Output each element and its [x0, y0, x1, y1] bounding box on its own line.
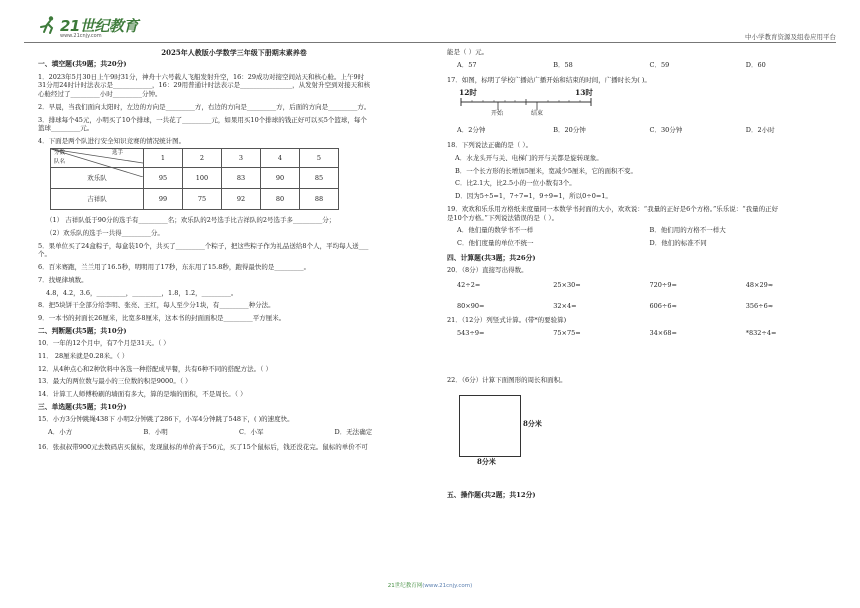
q15-options	[48, 428, 430, 437]
option[interactable]: C．59	[649, 60, 670, 69]
question-15: 15．小方3分钟跳绳438下 小明2分钟跳了286下，小军4分钟跳了548下，( )的速度快。	[38, 415, 294, 424]
q17-options	[457, 126, 842, 135]
section-true-false: 二、判断题(共5题；共10分)	[38, 326, 127, 335]
team-name: 欢乐队	[51, 167, 144, 188]
work-space	[447, 465, 842, 489]
left-column	[38, 48, 430, 455]
q21-items	[457, 329, 842, 338]
question-5	[38, 242, 430, 260]
option[interactable]: D．无法确定	[334, 427, 373, 436]
option[interactable]: C．他们度量的单位不统一	[457, 239, 534, 248]
question-7: 7．找规律填数。	[38, 275, 88, 284]
q5-line2: 个。	[38, 250, 51, 259]
option[interactable]: B．小明	[143, 427, 168, 436]
calc-item: 606÷6≈	[649, 301, 677, 310]
calc-item: 42÷2=	[457, 280, 481, 289]
q16-options	[457, 61, 842, 70]
side-label-bottom: 8分米	[477, 456, 496, 466]
section-operation: 五、操作题(共2题；共12分)	[447, 490, 536, 499]
option[interactable]: D．60	[745, 60, 766, 69]
calc-item: 356÷6≈	[745, 301, 774, 310]
option[interactable]: B．他们用的方格不一样大	[649, 226, 726, 235]
table-cell: 88	[300, 188, 339, 209]
square-shape	[459, 395, 521, 457]
question-7-sequence: 4.8，4.2，3.6，_________，_________，1.8，1.2，_________。	[46, 288, 238, 297]
section-single-choice: 三、单选题(共5题；共10分)	[38, 402, 127, 411]
question-6: 6．百米赛跑，兰兰用了16.5秒，明明用了17秒，东东用了15.8秒，跑得最快的是_________。	[38, 263, 311, 272]
time-start-label: 12时	[459, 88, 477, 98]
table-row	[51, 188, 339, 209]
q5-line1: 5．果单位买了24盒粽子，每盒装10个，共买了_________个粽子，把这些粽子作为礼品送给8个人，平均每人送___	[38, 241, 369, 250]
question-4: 4．下面是两个队进行安全知识竞赛的情况统计图。	[38, 137, 186, 146]
option[interactable]: A．他们量的数学书不一样	[457, 226, 534, 235]
question-13: 13．最大的两位数与最小的三位数的积是9000。（ ）	[38, 377, 192, 386]
option[interactable]: C．小军	[239, 427, 264, 436]
q19-options-row1	[457, 226, 842, 235]
platform-name: 中小学教育资源及组卷应用平台	[745, 33, 836, 41]
question-1	[38, 73, 430, 99]
question-16: 16．张叔叔带900元去数码店买鼠标，发现鼠标的单价高于56元，买了15个鼠标后，钱还没花完。鼠标的单价不可	[38, 442, 368, 451]
col-header: 5	[300, 148, 339, 167]
page-footer	[0, 581, 860, 589]
question-10: 10．一年的12个月中，有7个月是31天。（ ）	[38, 339, 170, 348]
table-cell: 83	[222, 167, 261, 188]
exam-title: 2025年人教版小学数学三年级下册期末素养卷	[161, 48, 307, 57]
side-label-right: 8分米	[523, 418, 542, 428]
header-divider	[24, 42, 836, 43]
option[interactable]: D．2小时	[745, 126, 775, 135]
question-8: 8．把5块饼干全部分给李明、张亮、王红，每人至少分1块，有_________种分法。	[38, 301, 275, 310]
table-diagonal-header	[51, 148, 144, 167]
table-cell: 75	[183, 188, 222, 209]
calc-item: 543÷9=	[457, 329, 485, 338]
question-2: 2．早晨，当我们面向太阳时，左边的方向是_________方，右边的方向是_________方，后面的方向是_________方。	[38, 102, 371, 111]
time-ruler	[457, 88, 597, 122]
q19-line1: 19．欢欢和乐乐用方格纸来度量同一本数学书封面的大小，欢欢说：“我量的正好是6个方格。”乐乐说：“我量的正好	[447, 204, 779, 213]
question-12: 12．从4种点心和2种饮料中各选一种搭配成早餐，共有6种不同的搭配方法。（ ）	[38, 364, 272, 373]
question-20: 20．（8分）直接写出得数。	[447, 266, 528, 275]
col-header: 3	[222, 148, 261, 167]
q18-option-b[interactable]: B．一个长方形的长增加5厘米，宽减少5厘米，它的面积不变。	[455, 166, 638, 175]
footer-brand: 21世纪教育网	[387, 583, 423, 589]
header-team: 队名	[54, 158, 66, 165]
q19-options-row2	[457, 239, 842, 248]
end-marker-label: 结束	[531, 110, 544, 118]
logo-brand-text: 21世纪教育	[60, 16, 138, 35]
logo-url: www.21cnjy.com	[60, 33, 102, 39]
q1-line1: 1．2023年5月30日上午9时31分，神舟十六号载人飞船发射升空，16：29成功对接空间站天和核心舱。上午9时	[38, 72, 365, 81]
calc-item: 34×68=	[649, 329, 677, 338]
calc-item: 720÷9=	[649, 280, 677, 289]
option[interactable]: A．2分钟	[457, 126, 486, 135]
question-14: 14．计算工人师傅粉刷的墙面有多大，算的是墙的面积，不是周长。（ ）	[38, 390, 247, 399]
section-fill-blank: 一、填空题(共9题；共20分)	[38, 60, 127, 69]
question-4-part1: （1） 吉祥队低于90分的选手有_________名；欢乐队的2号选手比吉祥队的2号选手多_________分；	[46, 215, 336, 224]
header-player: 选手	[111, 149, 123, 156]
table-cell: 99	[144, 188, 183, 209]
question-16-cont: 能是（ ）元。	[447, 48, 489, 56]
time-end-label: 13时	[575, 88, 593, 98]
table-cell: 80	[261, 188, 300, 209]
q3-line2: 篮球_________元。	[38, 124, 94, 133]
section-calculation: 四、计算题(共3题；共26分)	[447, 253, 536, 262]
question-17: 17．如图，标明了学校广播站广播开始和结束的时间，广播时长为( )。	[447, 75, 651, 84]
runner-logo-icon	[38, 15, 58, 35]
calc-item: *832÷4=	[745, 329, 777, 338]
question-19	[447, 205, 842, 223]
team-name: 吉祥队	[51, 188, 144, 209]
q18-option-c[interactable]: C．比2.1大，比2.5小的一位小数有3个。	[455, 179, 576, 188]
question-22: 22．（6分）计算下面图形的周长和面积。	[447, 375, 567, 384]
q19-line2: 是10个方格。”下列说法错误的是（ ）。	[447, 213, 559, 222]
q20-items	[457, 281, 842, 311]
q18-option-a[interactable]: A．水龙头开与关、电梯门的开与关都是旋转现象。	[455, 153, 603, 162]
table-cell: 85	[300, 167, 339, 188]
calc-item: 75×75=	[553, 329, 581, 338]
calc-item: 48×29≈	[745, 280, 774, 289]
col-header: 2	[183, 148, 222, 167]
work-space	[447, 344, 842, 376]
table-cell: 92	[222, 188, 261, 209]
question-18: 18．下列说法正确的是（ ）。	[447, 141, 533, 150]
table-cell: 90	[261, 167, 300, 188]
col-header: 4	[261, 148, 300, 167]
footer-url[interactable]: (www.21cnjy.com)	[422, 583, 473, 589]
score-table	[50, 148, 339, 210]
col-header: 1	[144, 148, 183, 167]
question-9: 9．一本书的封面长26厘米，比宽多8厘米，这本书的封面面积是_________平方厘米。	[38, 314, 286, 323]
q18-option-d[interactable]: D．因为5÷5=1，7÷7=1，9÷9=1，所以0÷0=1。	[455, 192, 612, 201]
header-score: 分数	[54, 149, 66, 156]
q1-line2: 31分用24时计时法表示是____________，16：29用普通计时法表示是________________，从发射升空到对接天和核	[38, 81, 371, 90]
time-ruler-figure	[457, 88, 597, 122]
table-cell: 100	[183, 167, 222, 188]
calc-item: 80×90=	[457, 301, 485, 310]
option[interactable]: B．20分钟	[553, 126, 586, 135]
question-3	[38, 116, 430, 134]
site-logo	[38, 14, 148, 39]
q1-line3: 心舱经过了_________小时_________分钟。	[38, 90, 162, 99]
square-figure	[447, 389, 842, 465]
option[interactable]: A．57	[457, 60, 477, 69]
calc-item: 25×30=	[553, 280, 581, 289]
calc-item: 32×4=	[553, 301, 577, 310]
table-cell: 95	[144, 167, 183, 188]
q3-line1: 3．排球每个45元，小明买了10个排球，一共花了_________元，如果用买10个排球的钱正好可以买5个篮球，每个	[38, 115, 367, 124]
option[interactable]: B．58	[553, 60, 573, 69]
start-marker-label: 开始	[491, 110, 504, 118]
question-11: 11． 28厘米就是0.28米。（ ）	[38, 351, 129, 360]
right-column	[447, 48, 842, 503]
option[interactable]: A．小方	[48, 427, 73, 436]
question-21: 21．（12分）列竖式计算。(带*的要验算)	[447, 316, 567, 325]
option[interactable]: C．30分钟	[649, 126, 683, 135]
question-4-part2: （2）欢乐队的选手一共得_________分。	[46, 228, 164, 237]
option[interactable]: D．他们的标准不同	[649, 239, 707, 248]
